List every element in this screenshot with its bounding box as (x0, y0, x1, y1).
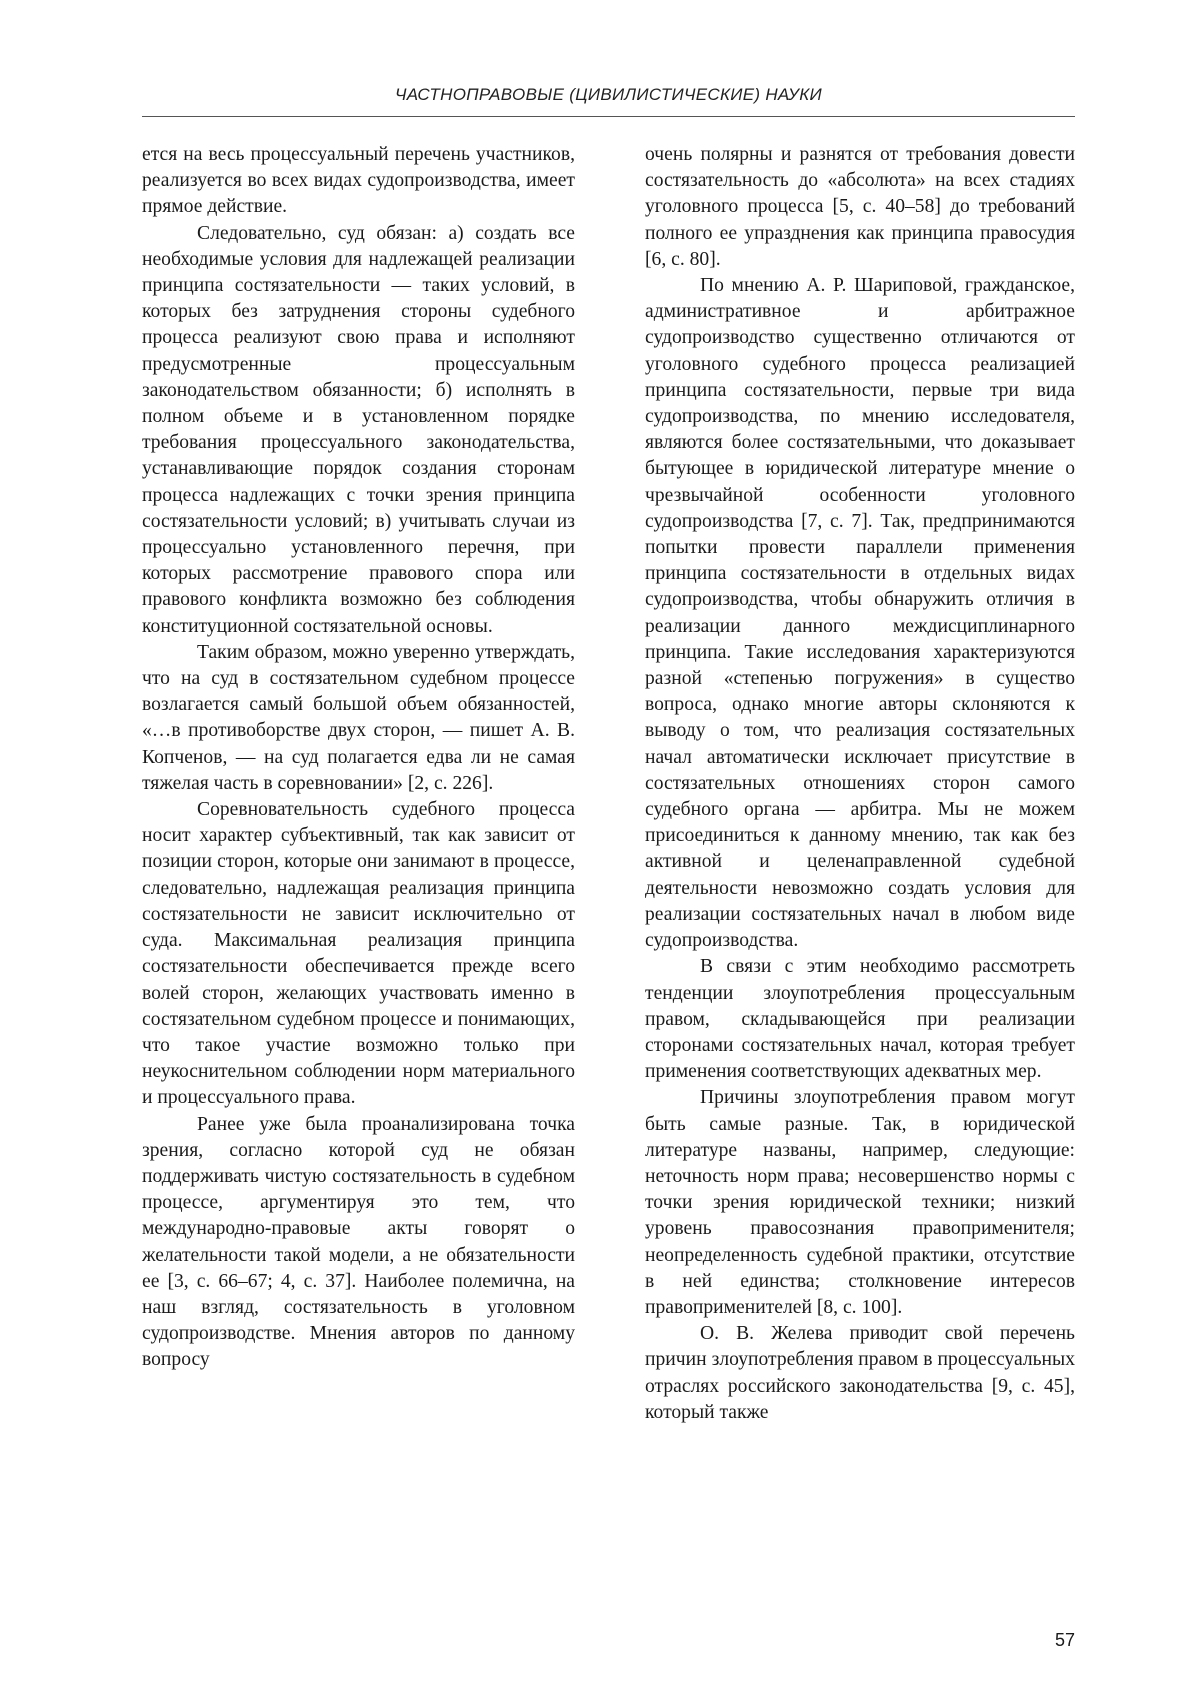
page-number: 57 (1054, 1630, 1075, 1650)
running-header: ЧАСТНОПРАВОВЫЕ (ЦИВИЛИСТИЧЕСКИЕ) НАУКИ (142, 80, 1075, 117)
paragraph: О. В. Желева приводит свой перечень причин злоупотребления правом в процессуальных отраслях российского законодательства [9, с. 45], который также (645, 1323, 1075, 1423)
left-text-column (142, 142, 575, 1374)
paragraph: По мнению А. Р. Шариповой, гражданское, административное и арбитражное судопроизводство существенно отличаются от уголовного судебного процесса реализацией принципа состязательности, первые три вида судопроизводства, по мнению исследователя, являются более состязательными, что доказывает бытующее в юридической литературе мнение о чрезвычайной особенности уголовного судопроизводства [7, с. 7]. Так, предпринимаются попытки провести параллели применения принципа состязательности в отдельных видах судопроизводства, чтобы обнаружить отличия в реализации данного междисциплинарного принципа. Такие исследования характеризуются разной «степенью погружения» в существо вопроса, однако многие авторы склоняются к выводу о том, что реализация состязательных начал автоматически исключает присутствие в состязательных отношениях сторон самого судебного органа — арбитра. Мы не можем присоединиться к данному мнению, так как без активной и целенаправленной судебной деятельности невозможно создать условия для реализации состязательных начал в любом виде судопроизводства. (645, 275, 1075, 952)
paragraph: Следовательно, суд обязан: а) создать все необходимые условия для надлежащей реализации принципа состязательности — таких условий, в которых без затруднения стороны судебного процесса реализуют свою права и исполняют предусмотренные процессуальным законодательством обязанности; б) исполнять в полном объеме и в установленном порядке требования процессуального законодательства, устанавливающие порядок создания сторонам процесса надлежащих с точки зрения принципа состязательности условий; в) учитывать случаи из процессуально установленного перечня, при которых рассмотрение правового спора или правового конфликта возможно без соблюдения конституционной состязательной основы. (142, 222, 575, 637)
paragraph: очень полярны и разнятся от требования довести состязательность до «абсолюта» на всех стадиях уголовного процесса [5, с. 40–58] до требований полного ее упразднения как принципа правосудия [6, с. 80]. (645, 144, 1075, 270)
paragraph: Причины злоупотребления правом могут быть самые разные. Так, в юридической литературе названы, например, следующие: неточность норм права; несовершенство нормы с точки зрения юридической техники; низкий уровень правосознания правоприменителя; неопределенность судебной практики, отсутствие в ней единства; столкновение интересов правоприменителей [8, с. 100]. (645, 1087, 1075, 1318)
right-text-column (645, 142, 1075, 1426)
paragraph: Таким образом, можно уверенно утверждать, что на суд в состязательном судебном процессе возлагается самый большой объем обязанностей, «…в противоборстве двух сторон, — пишет А. В. Копченов, — на суд полагается едва ли не самая тяжелая часть в соревновании» [2, с. 226]. (142, 641, 575, 794)
paragraph: Ранее уже была проанализирована точка зрения, согласно которой суд не обязан поддерживать чистую состязательность в судебном процессе, аргументируя это тем, что международно-правовые акты говорят о желательности такой модели, а не обязательности ее [3, с. 66–67; 4, с. 37]. Наиболее полемична, на наш взгляд, состязательность в уголовном судопроизводстве. Мнения авторов по данному вопросу (142, 1113, 575, 1371)
paragraph: ется на весь процессуальный перечень участников, реализуется во всех видах судопроизводства, имеет прямое действие. (142, 144, 575, 218)
paragraph: В связи с этим необходимо рассмотреть тенденции злоупотребления процессуальным правом, складывающейся при реализации сторонами состязательных начал, которая требует применения соответствующих адекватных мер. (645, 956, 1075, 1083)
paragraph: Соревновательность судебного процесса носит характер субъективный, так как зависит от позиции сторон, которые они занимают в процессе, следовательно, надлежащая реализация принципа состязательности не зависит исключительно от суда. Максимальная реализация принципа состязательности обеспечивается прежде всего волей сторон, желающих участвовать именно в состязательном судебном процессе и понимающих, что такое участие возможно только при неукоснительном соблюдении норм материального и процессуального права. (142, 799, 575, 1109)
